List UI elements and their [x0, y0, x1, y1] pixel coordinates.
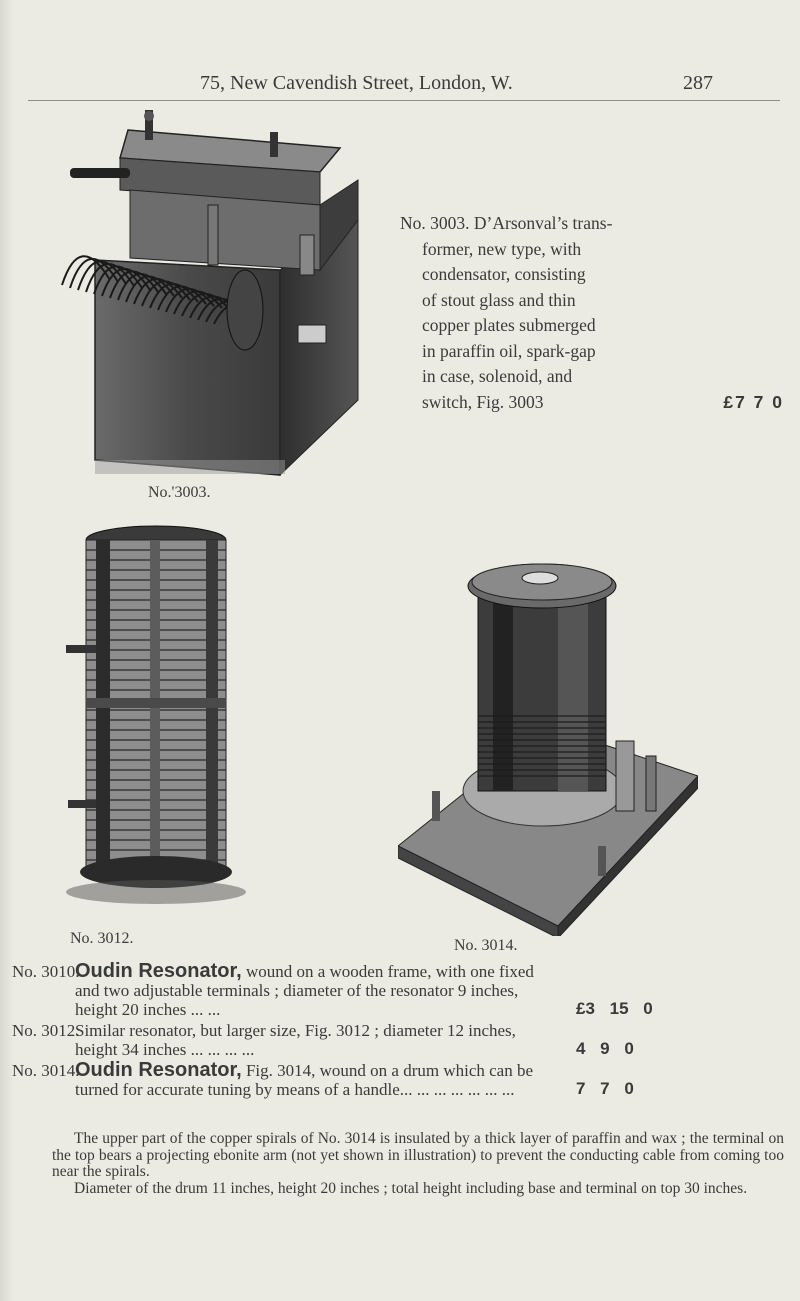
description-line: of stout glass and thin [422, 289, 576, 310]
description-line: switch, Fig. 3003 [422, 391, 544, 412]
item-price: 7 7 0 [576, 1079, 634, 1098]
description-line: in case, solenoid, and [422, 366, 573, 386]
resonator-3012-illustration [58, 520, 258, 920]
description-line: former, new type, with [422, 238, 582, 259]
footnote-paragraph: Diameter of the drum 11 inches, height 20 inches ; total height including base and terminal on top 30 inches. [74, 1179, 748, 1197]
figure-3003-transformer [40, 110, 375, 501]
item-description: wound on a wooden frame, with one fixed and two adjustable terminals ; diameter of the resonator 9 inches, height 20 inches ... ... [75, 962, 534, 1019]
footnote-paragraph: The upper part of the copper spirals of No. 3014 is insulated by a thick layer of paraffin and wax ; the terminal on the top bears a projecting ebonite arm (not yet shown in illustration) to prevent the conducting cable from coming too near the spirals. [52, 1130, 784, 1180]
description-line: No. 3003. D’Arsonval’s trans- [400, 213, 613, 233]
item-title: Oudin Resonator, [75, 1059, 242, 1081]
page-number: 287 [683, 72, 713, 94]
transformer-illustration [40, 110, 375, 495]
item-number: No. 3012. [12, 1021, 80, 1040]
transformer-price: £7 7 0 [723, 391, 784, 412]
item-description: Similar resonator, but larger size, Fig. 3012 ; diameter 12 inches, height 34 inches ... ... ... ... [75, 1021, 516, 1059]
description-line: in paraffin oil, spark-gap [422, 340, 596, 361]
binding-shadow [0, 0, 14, 1301]
figure-3014-caption: No. 3014. [454, 937, 518, 954]
transformer-description [400, 211, 784, 415]
item-price: 4 9 0 [576, 1039, 634, 1058]
item-price: £3 15 0 [576, 999, 653, 1018]
running-header [0, 72, 800, 102]
resonator-3014-illustration [398, 556, 698, 936]
item-title: Oudin Resonator, [75, 960, 242, 982]
page-address: 75, New Cavendish Street, London, W. [200, 72, 513, 94]
footnote [52, 1131, 784, 1197]
item-description: Fig. 3014, wound on a drum which can be turned for accurate tuning by means of a handle... ... ... ... ... ... ... [75, 1061, 534, 1099]
figure-3012-caption: No. 3012. [70, 930, 134, 947]
figure-3012-resonator [58, 520, 258, 947]
item-number: No. 3014. [12, 1061, 80, 1080]
list-item [12, 1021, 788, 1059]
list-item [12, 962, 788, 1019]
description-line: condensator, consisting [422, 264, 586, 284]
figure-3003-caption: No.'3003. [148, 484, 211, 501]
header-rule [28, 100, 780, 101]
item-number: No. 3010. [12, 962, 80, 981]
figure-3014-resonator [398, 556, 698, 954]
description-line: copper plates submerged [422, 315, 596, 335]
price-list [12, 962, 788, 1101]
list-item [12, 1061, 788, 1099]
